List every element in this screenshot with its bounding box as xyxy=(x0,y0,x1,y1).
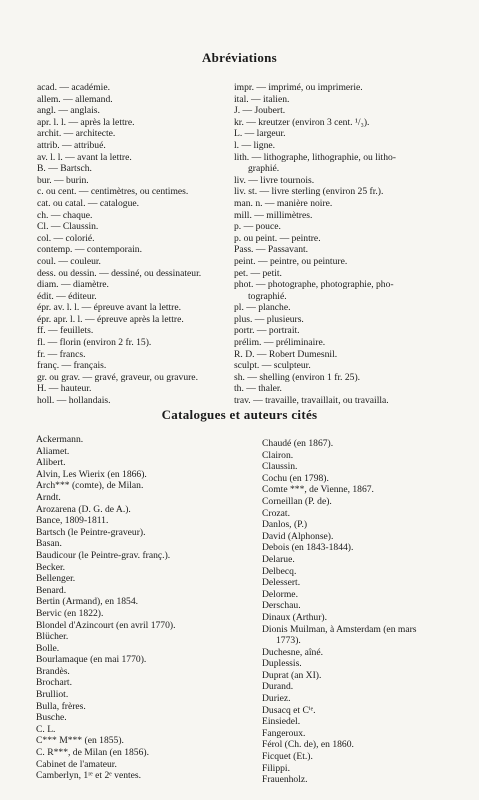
catalogue-entry: Aliamet. xyxy=(36,445,70,457)
catalogue-entry: Benard. xyxy=(36,584,67,596)
catalogue-entry: Einsiedel. xyxy=(262,716,301,728)
abbreviation-entry: man. n. — manière noire. xyxy=(234,197,333,209)
abbreviation-entry: col. — colorié. xyxy=(37,232,95,244)
abbreviation-entry: cat. ou catal. — catalogue. xyxy=(37,197,140,209)
abbreviation-entry: L. — largeur. xyxy=(234,128,286,140)
catalogue-entry: Arndt. xyxy=(36,491,61,503)
abbreviation-entry: contemp. — contemporain. xyxy=(37,244,142,256)
abbreviation-entry: J. — Joubert. xyxy=(234,105,286,117)
catalogue-entry: Debois (en 1843-1844). xyxy=(262,542,354,554)
catalogue-entry: Clairon. xyxy=(262,449,294,461)
catalogue-entry: Delbecq. xyxy=(262,565,297,577)
abbreviation-entry: diam. — diamètre. xyxy=(37,279,109,291)
catalogue-entry: C. L. xyxy=(36,723,56,735)
catalogue-entry: Arch*** (comte), de Milan. xyxy=(36,480,144,492)
catalogue-entry: Dionis Muilman, à Amsterdam (en mars xyxy=(262,623,417,635)
abbreviation-entry: coul. — couleur. xyxy=(37,255,101,267)
catalogue-entry: Danlos, (P.) xyxy=(262,519,308,531)
abbreviation-entry: kr. — kreutzer (environ 3 cent. ¹/₃). xyxy=(234,116,370,128)
abbreviation-entry: épr. apr. l. l. — épreuve après la lettre. xyxy=(37,313,184,325)
abbreviation-entry: th. — thaler. xyxy=(234,383,282,395)
catalogue-entry: Crozat. xyxy=(262,507,290,519)
abbreviation-entry: pl. — planche. xyxy=(234,302,291,314)
abbreviation-entry: sh. — shelling (environ 1 fr. 25). xyxy=(234,371,361,383)
catalogue-entry: Claussin. xyxy=(262,461,298,473)
catalogue-entry: Alibert. xyxy=(36,457,66,469)
abbreviation-entry: portr. — portrait. xyxy=(234,325,300,337)
catalogue-entry: C*** M*** (en 1855). xyxy=(36,735,124,747)
abbreviation-entry: peint. — peintre, ou peinture. xyxy=(234,255,348,267)
catalogue-entry: Ackermann. xyxy=(36,434,84,445)
abbreviation-entry: trav. — travaille, travaillait, ou travailla. xyxy=(234,395,389,407)
abbreviation-entry: apr. l. l. — après la lettre. xyxy=(37,116,135,128)
abbreviation-entry: gr. ou grav. — gravé, graveur, ou gravure. xyxy=(37,371,198,383)
catalogue-entry: Ficquet (Et.). xyxy=(262,751,313,763)
abbreviation-entry: tographié. xyxy=(248,290,287,302)
catalogue-entry: Bervic (en 1822). xyxy=(36,607,104,619)
abbreviation-entry: prélim. — préliminaire. xyxy=(234,337,326,349)
catalogues-right-column xyxy=(262,438,417,786)
catalogue-entry: Dinaux (Arthur). xyxy=(262,611,328,623)
abbreviation-entry: acad. — académie. xyxy=(37,82,110,93)
abbreviation-entry: attrib. — attribué. xyxy=(37,139,106,151)
catalogue-entry: Bourlamaque (en mai 1770). xyxy=(36,654,147,666)
catalogue-entry: Duchesne, aîné. xyxy=(262,646,324,658)
catalogue-entry: Blücher. xyxy=(36,631,69,643)
catalogue-entry: David (Alphonse). xyxy=(262,530,334,542)
catalogue-entry: Bance, 1809-1811. xyxy=(36,515,109,527)
abbreviation-entry: liv. st. — livre sterling (environ 25 fr.). xyxy=(234,186,384,198)
catalogue-entry: Baudicour (le Peintre-grav. franç.). xyxy=(36,549,171,561)
catalogue-entry: Brochart. xyxy=(36,677,72,689)
catalogue-entry: 1773). xyxy=(276,635,301,647)
catalogue-entry: C. R***, de Milan (en 1856). xyxy=(36,747,149,759)
catalogue-entry: Duriez. xyxy=(262,693,291,705)
abbreviation-entry: mill. — millimètres. xyxy=(234,209,313,221)
abbreviation-entry: c. ou cent. — centimètres, ou centimes. xyxy=(37,186,189,198)
catalogue-entry: Bolle. xyxy=(36,642,60,654)
abbreviation-entry: pet. — petit. xyxy=(234,267,282,279)
catalogue-entry: Blondel d'Azincourt (en avril 1770). xyxy=(36,619,176,631)
catalogue-entry: Durand. xyxy=(262,681,294,693)
abbreviation-entry: R. D. — Robert Dumesnil. xyxy=(234,348,338,360)
abbreviation-entry: ch. — chaque. xyxy=(37,209,93,221)
abbreviation-entry: épr. av. l. l. — épreuve avant la lettre. xyxy=(37,302,182,314)
abbreviation-entry: sculpt. — sculpteur. xyxy=(234,360,311,372)
abbreviations-right-column xyxy=(234,82,396,407)
abbreviation-entry: bur. — burin. xyxy=(37,174,89,186)
catalogue-entry: Fangeroux. xyxy=(262,727,306,739)
catalogue-entry: Derschau. xyxy=(262,600,301,612)
catalogue-entry: Brandès. xyxy=(36,665,70,677)
catalogue-entry: Bartsch (le Peintre-graveur). xyxy=(36,526,146,538)
abbreviation-entry: ff. — feuillets. xyxy=(37,325,94,337)
abbreviation-entry: holl. — hollandais. xyxy=(37,395,111,407)
catalogue-entry: Delorme. xyxy=(262,588,298,600)
catalogue-entry: Bulla, frères. xyxy=(36,700,86,712)
abbreviation-entry: av. l. l. — avant la lettre. xyxy=(37,151,132,163)
abbreviation-entry: l. — ligne. xyxy=(234,139,276,151)
catalogue-entry: Delessert. xyxy=(262,577,301,589)
abbreviation-entry: Cl. — Claussin. xyxy=(37,221,99,233)
abbreviation-entry: impr. — imprimé, ou imprimerie. xyxy=(234,82,363,93)
catalogue-entry: Filippi. xyxy=(262,762,290,774)
abbreviation-entry: angl. — anglais. xyxy=(37,105,100,117)
abbreviations-title: Abréviations xyxy=(201,50,278,65)
abbreviation-entry: allem. — allemand. xyxy=(37,93,113,105)
abbreviation-entry: p. ou peint. — peintre. xyxy=(234,232,321,244)
catalogue-entry: Busche. xyxy=(36,712,67,724)
catalogue-entry: Alvin, Les Wierix (en 1866). xyxy=(36,468,147,480)
abbreviation-entry: plus. — plusieurs. xyxy=(234,313,304,325)
catalogue-entry: Camberlyn, 1ʳᵉ et 2ᵉ ventes. xyxy=(36,770,142,782)
catalogue-entry: Brulliot. xyxy=(36,689,69,701)
abbreviation-entry: franç. — français. xyxy=(37,360,107,372)
abbreviation-entry: archit. — architecte. xyxy=(37,128,116,140)
abbreviation-entry: dess. ou dessin. — dessiné, ou dessinateur. xyxy=(37,267,202,279)
abbreviation-entry: graphié. xyxy=(248,163,280,175)
abbreviation-entry: édit. — éditeur. xyxy=(37,290,97,302)
catalogue-entry: Delarue. xyxy=(262,553,295,565)
catalogues-title: Catalogues et auteurs cités xyxy=(161,407,318,422)
catalogue-entry: Duprat (an XI). xyxy=(262,669,322,681)
abbreviation-entry: liv. — livre tournois. xyxy=(234,174,315,186)
catalogue-entry: Dusacq et Cⁱᵉ. xyxy=(262,704,316,716)
catalogue-entry: Chaudé (en 1867). xyxy=(262,438,334,449)
abbreviation-entry: Pass. — Passavant. xyxy=(234,244,309,256)
catalogue-entry: Duplessis. xyxy=(262,658,302,670)
catalogue-entry: Bellenger. xyxy=(36,573,76,585)
abbreviation-entry: phot. — photographe, photographie, pho- xyxy=(234,279,394,291)
catalogue-entry: Corneillan (P. de). xyxy=(262,495,332,507)
abbreviation-entry: fl. — florin (environ 2 fr. 15). xyxy=(37,337,152,349)
abbreviation-entry: lith. — lithographe, lithographie, ou litho- xyxy=(234,151,397,163)
catalogue-entry: Férol (Ch. de), en 1860. xyxy=(262,739,354,751)
catalogue-entry: Bertin (Armand), en 1854. xyxy=(36,596,139,608)
catalogue-entry: Cochu (en 1798). xyxy=(262,472,329,484)
catalogue-entry: Basan. xyxy=(36,538,62,550)
abbreviation-entry: ital. — italien. xyxy=(234,93,290,105)
catalogue-entry: Arozarena (D. G. de A.). xyxy=(36,503,131,515)
abbreviation-entry: p. — pouce. xyxy=(234,221,281,233)
abbreviation-entry: B. — Bartsch. xyxy=(37,163,92,175)
abbreviation-entry: H. — hauteur. xyxy=(37,383,92,395)
catalogue-entry: Cabinet de l'amateur. xyxy=(36,758,117,770)
abbreviations-left-column xyxy=(37,82,201,407)
catalogue-entry: Becker. xyxy=(36,561,66,573)
catalogue-entry: Frauenholz. xyxy=(262,774,308,786)
abbreviation-entry: fr. — francs. xyxy=(37,348,86,360)
catalogues-left-column xyxy=(36,434,175,782)
catalogue-entry: Comte ***, de Vienne, 1867. xyxy=(262,484,374,496)
